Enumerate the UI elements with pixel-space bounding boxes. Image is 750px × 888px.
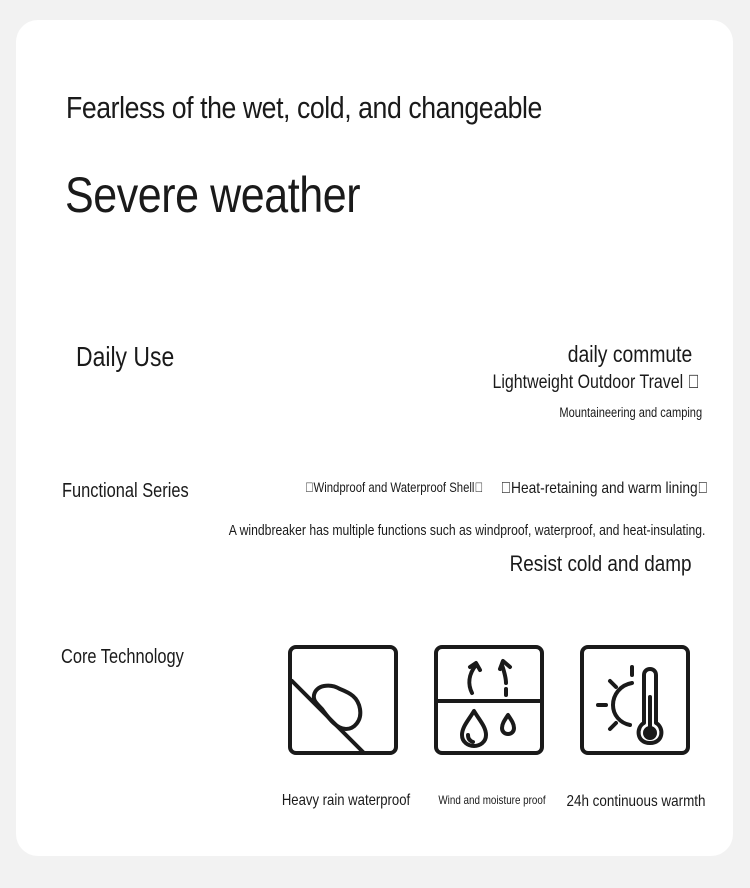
scenario-mountaineering: Mountaineering and camping [559, 405, 702, 420]
function-description: A windbreaker has multiple functions such as windproof, waterproof, and heat-insulating. [228, 523, 705, 539]
caption-warmth: 24h continuous warmth [566, 793, 706, 810]
scenario-outdoor-travel: Lightweight Outdoor Travel   [492, 372, 700, 393]
shell-feature:  Windproof and Waterproof Shell  [305, 480, 483, 495]
page-title: Severe weather [65, 167, 361, 223]
wind-moisture-icon [434, 645, 544, 755]
lining-feature:  Heat-retaining and warm lining  [500, 480, 708, 497]
caption-heavy-rain: Heavy rain waterproof [281, 792, 411, 809]
resist-cold-damp: Resist cold and damp [510, 551, 692, 576]
rain-waterproof-icon [288, 645, 398, 755]
daily-use-label: Daily Use [76, 341, 175, 372]
functional-series-label: Functional Series [62, 480, 189, 502]
core-technology-label: Core Technology [61, 646, 184, 668]
headline: Fearless of the wet, cold, and changeable [66, 90, 542, 125]
sun-thermometer-icon [580, 645, 690, 755]
caption-wind-moisture: Wind and moisture proof [438, 793, 546, 807]
scenario-daily-commute: daily commute [567, 341, 692, 367]
